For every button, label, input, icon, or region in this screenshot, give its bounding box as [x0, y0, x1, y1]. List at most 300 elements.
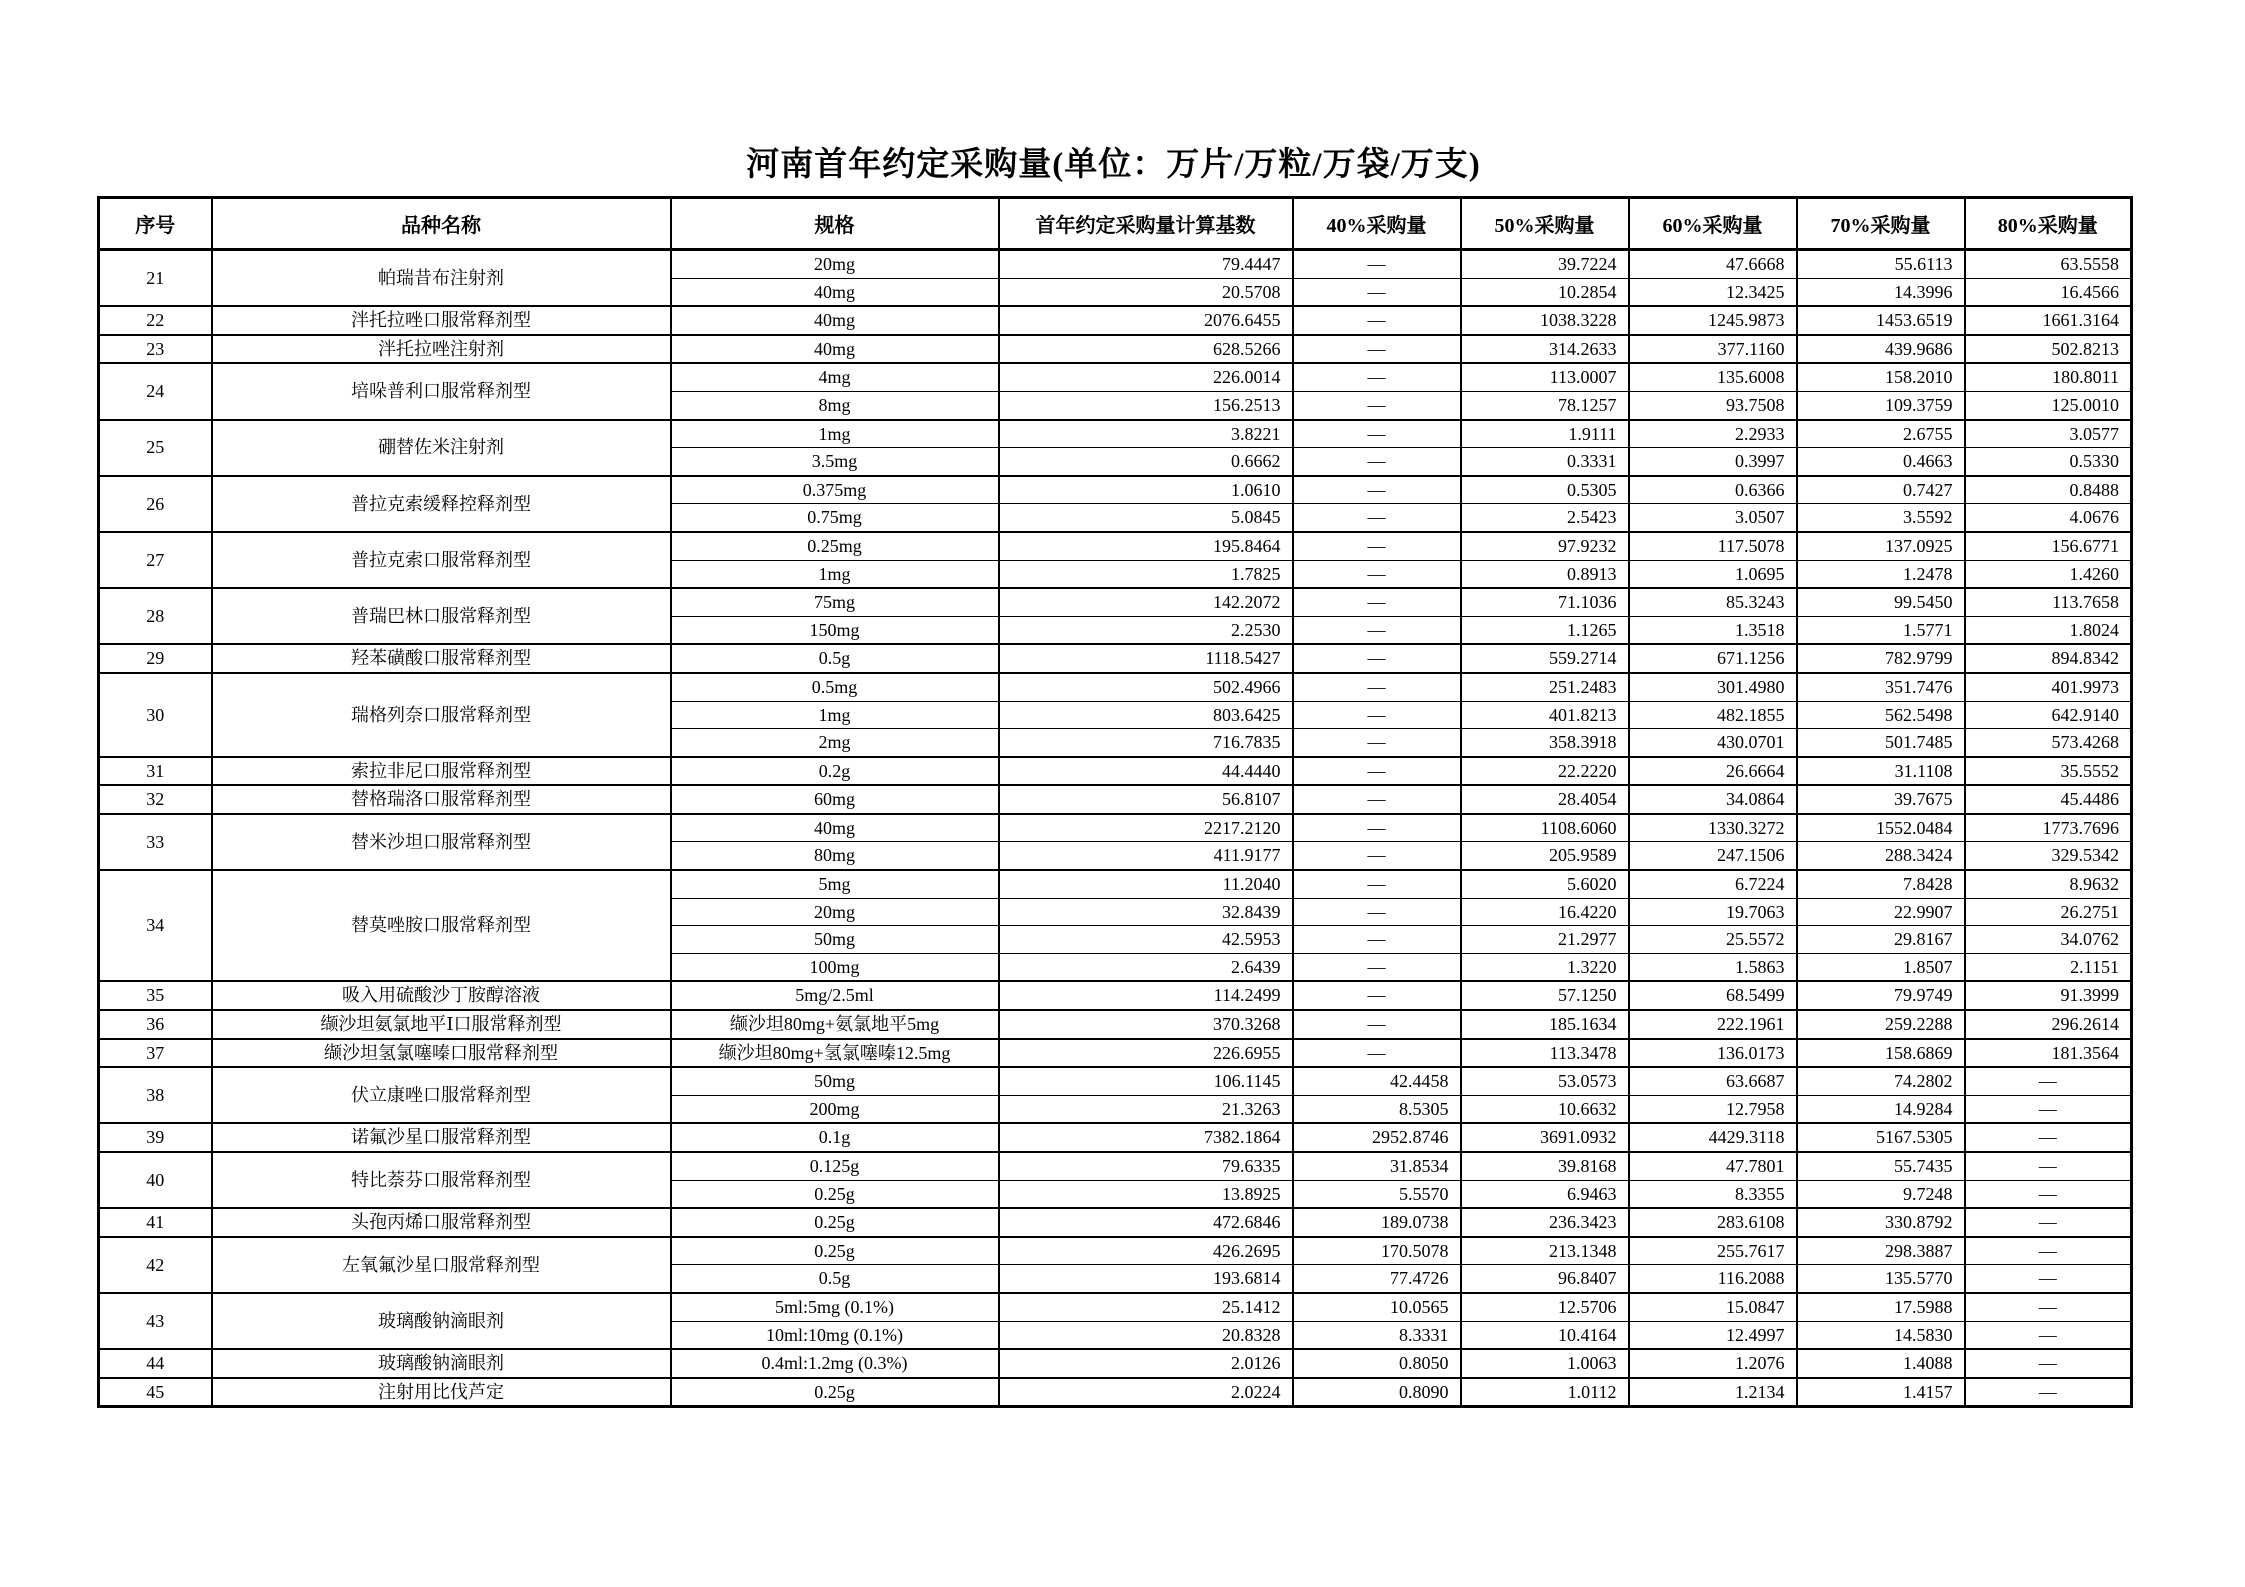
p50-volume-cell: 0.8913 [1461, 560, 1629, 588]
product-name-cell: 普拉克索缓释控释剂型 [212, 476, 671, 532]
seq-cell: 39 [99, 1123, 212, 1152]
p60-volume-cell: 0.3997 [1629, 448, 1797, 476]
p80-volume-cell: 34.0762 [1965, 926, 2132, 954]
p40-volume-cell: — [1293, 250, 1461, 279]
spec-cell: 0.2g [671, 757, 999, 786]
p50-volume-cell: 2.5423 [1461, 504, 1629, 532]
p60-volume-cell: 1245.9873 [1629, 306, 1797, 335]
p50-volume-cell: 314.2633 [1461, 335, 1629, 364]
p70-volume-cell: 2.6755 [1797, 420, 1965, 448]
p60-volume-cell: 12.3425 [1629, 278, 1797, 306]
spec-cell: 40mg [671, 814, 999, 842]
p80-volume-cell: 91.3999 [1965, 981, 2132, 1010]
table-row [99, 363, 2132, 391]
p80-volume-cell: 1.8024 [1965, 616, 2132, 644]
seq-cell: 26 [99, 476, 212, 532]
p60-volume-cell: 12.4997 [1629, 1321, 1797, 1349]
p70-volume-cell: 74.2802 [1797, 1067, 1965, 1095]
base-volume-cell: 32.8439 [999, 898, 1293, 926]
spec-cell: 0.25g [671, 1237, 999, 1265]
p50-volume-cell: 78.1257 [1461, 391, 1629, 419]
page-title: 河南首年约定采购量(单位：万片/万粒/万袋/万支) [746, 147, 1481, 183]
col-header-80pct: 80%采购量 [1965, 198, 2132, 250]
p50-volume-cell: 213.1348 [1461, 1237, 1629, 1265]
p50-volume-cell: 185.1634 [1461, 1010, 1629, 1039]
p60-volume-cell: 15.0847 [1629, 1293, 1797, 1321]
seq-cell: 23 [99, 335, 212, 364]
product-name-cell: 泮托拉唑注射剂 [212, 335, 671, 364]
base-volume-cell: 195.8464 [999, 532, 1293, 560]
p50-volume-cell: 3691.0932 [1461, 1123, 1629, 1152]
p80-volume-cell: — [1965, 1321, 2132, 1349]
p80-volume-cell: — [1965, 1095, 2132, 1123]
p80-volume-cell: — [1965, 1237, 2132, 1265]
spec-cell: 0.25g [671, 1208, 999, 1237]
product-name-cell: 诺氟沙星口服常释剂型 [212, 1123, 671, 1152]
base-volume-cell: 0.6662 [999, 448, 1293, 476]
p60-volume-cell: 0.6366 [1629, 476, 1797, 504]
p70-volume-cell: 79.9749 [1797, 981, 1965, 1010]
p70-volume-cell: 330.8792 [1797, 1208, 1965, 1237]
p40-volume-cell: 10.0565 [1293, 1293, 1461, 1321]
base-volume-cell: 3.8221 [999, 420, 1293, 448]
table-row [99, 1208, 2132, 1237]
spec-cell: 200mg [671, 1095, 999, 1123]
p80-volume-cell: 0.5330 [1965, 448, 2132, 476]
base-volume-cell: 472.6846 [999, 1208, 1293, 1237]
p60-volume-cell: 3.0507 [1629, 504, 1797, 532]
col-header-70pct: 70%采购量 [1797, 198, 1965, 250]
spec-cell: 2mg [671, 729, 999, 757]
table-row [99, 1152, 2132, 1180]
base-volume-cell: 21.3263 [999, 1095, 1293, 1123]
p60-volume-cell: 301.4980 [1629, 673, 1797, 701]
seq-cell: 45 [99, 1378, 212, 1407]
spec-cell: 0.1g [671, 1123, 999, 1152]
p70-volume-cell: 158.6869 [1797, 1039, 1965, 1068]
seq-cell: 40 [99, 1152, 212, 1208]
p80-volume-cell: 26.2751 [1965, 898, 2132, 926]
seq-cell: 37 [99, 1039, 212, 1068]
p60-volume-cell: 1.2134 [1629, 1378, 1797, 1407]
p50-volume-cell: 39.8168 [1461, 1152, 1629, 1180]
base-volume-cell: 426.2695 [999, 1237, 1293, 1265]
p80-volume-cell: 1.4260 [1965, 560, 2132, 588]
product-name-cell: 玻璃酸钠滴眼剂 [212, 1349, 671, 1378]
spec-cell: 5mg/2.5ml [671, 981, 999, 1010]
p60-volume-cell: 1330.3272 [1629, 814, 1797, 842]
p70-volume-cell: 562.5498 [1797, 701, 1965, 729]
p70-volume-cell: 1552.0484 [1797, 814, 1965, 842]
p60-volume-cell: 4429.3118 [1629, 1123, 1797, 1152]
p40-volume-cell: 5.5570 [1293, 1180, 1461, 1208]
spec-cell: 20mg [671, 250, 999, 279]
seq-cell: 28 [99, 588, 212, 644]
p50-volume-cell: 1.3220 [1461, 953, 1629, 981]
p40-volume-cell: — [1293, 1010, 1461, 1039]
p70-volume-cell: 14.3996 [1797, 278, 1965, 306]
base-volume-cell: 11.2040 [999, 870, 1293, 898]
seq-cell: 42 [99, 1237, 212, 1293]
p40-volume-cell: — [1293, 335, 1461, 364]
product-name-cell: 培哚普利口服常释剂型 [212, 363, 671, 419]
seq-cell: 22 [99, 306, 212, 335]
base-volume-cell: 42.5953 [999, 926, 1293, 954]
p70-volume-cell: 782.9799 [1797, 644, 1965, 673]
table-row [99, 476, 2132, 504]
seq-cell: 36 [99, 1010, 212, 1039]
p60-volume-cell: 136.0173 [1629, 1039, 1797, 1068]
p40-volume-cell: 31.8534 [1293, 1152, 1461, 1180]
seq-cell: 33 [99, 814, 212, 870]
p50-volume-cell: 28.4054 [1461, 785, 1629, 814]
p80-volume-cell: 45.4486 [1965, 785, 2132, 814]
p70-volume-cell: 17.5988 [1797, 1293, 1965, 1321]
seq-cell: 30 [99, 673, 212, 757]
p60-volume-cell: 25.5572 [1629, 926, 1797, 954]
seq-cell: 24 [99, 363, 212, 419]
base-volume-cell: 226.6955 [999, 1039, 1293, 1068]
table-row [99, 757, 2132, 786]
p80-volume-cell: 296.2614 [1965, 1010, 2132, 1039]
p40-volume-cell: 2952.8746 [1293, 1123, 1461, 1152]
p50-volume-cell: 1108.6060 [1461, 814, 1629, 842]
p60-volume-cell: 255.7617 [1629, 1237, 1797, 1265]
spec-cell: 0.25mg [671, 532, 999, 560]
p80-volume-cell: 3.0577 [1965, 420, 2132, 448]
p70-volume-cell: 351.7476 [1797, 673, 1965, 701]
p40-volume-cell: — [1293, 616, 1461, 644]
p50-volume-cell: 1.0063 [1461, 1349, 1629, 1378]
p60-volume-cell: 222.1961 [1629, 1010, 1797, 1039]
spec-cell: 0.75mg [671, 504, 999, 532]
base-volume-cell: 106.1145 [999, 1067, 1293, 1095]
spec-cell: 100mg [671, 953, 999, 981]
product-name-cell: 普拉克索口服常释剂型 [212, 532, 671, 588]
p70-volume-cell: 29.8167 [1797, 926, 1965, 954]
p70-volume-cell: 288.3424 [1797, 842, 1965, 870]
p70-volume-cell: 5167.5305 [1797, 1123, 1965, 1152]
p50-volume-cell: 10.4164 [1461, 1321, 1629, 1349]
p80-volume-cell: — [1965, 1293, 2132, 1321]
base-volume-cell: 79.4447 [999, 250, 1293, 279]
spec-cell: 10ml:10mg (0.1%) [671, 1321, 999, 1349]
p60-volume-cell: 117.5078 [1629, 532, 1797, 560]
procurement-table [97, 196, 2133, 1408]
col-header-spec: 规格 [671, 198, 999, 250]
base-volume-cell: 370.3268 [999, 1010, 1293, 1039]
product-name-cell: 缬沙坦氨氯地平Ⅰ口服常释剂型 [212, 1010, 671, 1039]
p50-volume-cell: 236.3423 [1461, 1208, 1629, 1237]
p40-volume-cell: 170.5078 [1293, 1237, 1461, 1265]
table-row [99, 814, 2132, 842]
p40-volume-cell: — [1293, 898, 1461, 926]
p40-volume-cell: — [1293, 588, 1461, 616]
spec-cell: 40mg [671, 335, 999, 364]
p70-volume-cell: 55.7435 [1797, 1152, 1965, 1180]
p60-volume-cell: 377.1160 [1629, 335, 1797, 364]
p70-volume-cell: 22.9907 [1797, 898, 1965, 926]
table-row [99, 785, 2132, 814]
p60-volume-cell: 26.6664 [1629, 757, 1797, 786]
p40-volume-cell: — [1293, 306, 1461, 335]
p80-volume-cell: 8.9632 [1965, 870, 2132, 898]
p50-volume-cell: 5.6020 [1461, 870, 1629, 898]
p70-volume-cell: 0.7427 [1797, 476, 1965, 504]
p40-volume-cell: 189.0738 [1293, 1208, 1461, 1237]
product-name-cell: 羟苯磺酸口服常释剂型 [212, 644, 671, 673]
seq-cell: 41 [99, 1208, 212, 1237]
p50-volume-cell: 96.8407 [1461, 1265, 1629, 1293]
p70-volume-cell: 501.7485 [1797, 729, 1965, 757]
table-row [99, 1237, 2132, 1265]
base-volume-cell: 13.8925 [999, 1180, 1293, 1208]
table-row [99, 420, 2132, 448]
base-volume-cell: 1118.5427 [999, 644, 1293, 673]
p60-volume-cell: 47.7801 [1629, 1152, 1797, 1180]
p40-volume-cell: — [1293, 814, 1461, 842]
p60-volume-cell: 2.2933 [1629, 420, 1797, 448]
product-name-cell: 帕瑞昔布注射剂 [212, 250, 671, 307]
base-volume-cell: 193.6814 [999, 1265, 1293, 1293]
p40-volume-cell: — [1293, 560, 1461, 588]
p50-volume-cell: 71.1036 [1461, 588, 1629, 616]
product-name-cell: 缬沙坦氢氯噻嗪口服常释剂型 [212, 1039, 671, 1068]
p50-volume-cell: 251.2483 [1461, 673, 1629, 701]
p40-volume-cell: — [1293, 391, 1461, 419]
table-row [99, 588, 2132, 616]
base-volume-cell: 56.8107 [999, 785, 1293, 814]
p70-volume-cell: 9.7248 [1797, 1180, 1965, 1208]
p40-volume-cell: — [1293, 926, 1461, 954]
base-volume-cell: 114.2499 [999, 981, 1293, 1010]
p60-volume-cell: 68.5499 [1629, 981, 1797, 1010]
spec-cell: 0.5g [671, 644, 999, 673]
p80-volume-cell: — [1965, 1152, 2132, 1180]
p40-volume-cell: 0.8050 [1293, 1349, 1461, 1378]
product-name-cell: 吸入用硫酸沙丁胺醇溶液 [212, 981, 671, 1010]
base-volume-cell: 2.0224 [999, 1378, 1293, 1407]
base-volume-cell: 502.4966 [999, 673, 1293, 701]
p50-volume-cell: 113.3478 [1461, 1039, 1629, 1068]
table-row [99, 644, 2132, 673]
p70-volume-cell: 1.4088 [1797, 1349, 1965, 1378]
p40-volume-cell: — [1293, 842, 1461, 870]
base-volume-cell: 142.2072 [999, 588, 1293, 616]
p80-volume-cell: 113.7658 [1965, 588, 2132, 616]
p40-volume-cell: — [1293, 870, 1461, 898]
col-header-50pct: 50%采购量 [1461, 198, 1629, 250]
base-volume-cell: 2.2530 [999, 616, 1293, 644]
p70-volume-cell: 1.5771 [1797, 616, 1965, 644]
p60-volume-cell: 93.7508 [1629, 391, 1797, 419]
p60-volume-cell: 85.3243 [1629, 588, 1797, 616]
p60-volume-cell: 12.7958 [1629, 1095, 1797, 1123]
base-volume-cell: 2.0126 [999, 1349, 1293, 1378]
p80-volume-cell: — [1965, 1349, 2132, 1378]
p60-volume-cell: 283.6108 [1629, 1208, 1797, 1237]
base-volume-cell: 2.6439 [999, 953, 1293, 981]
p50-volume-cell: 10.6632 [1461, 1095, 1629, 1123]
base-volume-cell: 411.9177 [999, 842, 1293, 870]
seq-cell: 32 [99, 785, 212, 814]
spec-cell: 4mg [671, 363, 999, 391]
p50-volume-cell: 53.0573 [1461, 1067, 1629, 1095]
p80-volume-cell: 642.9140 [1965, 701, 2132, 729]
p70-volume-cell: 1.2478 [1797, 560, 1965, 588]
p40-volume-cell: 8.5305 [1293, 1095, 1461, 1123]
p50-volume-cell: 559.2714 [1461, 644, 1629, 673]
header-row [99, 198, 2132, 250]
p70-volume-cell: 99.5450 [1797, 588, 1965, 616]
spec-cell: 20mg [671, 898, 999, 926]
spec-cell: 5ml:5mg (0.1%) [671, 1293, 999, 1321]
table-row [99, 1123, 2132, 1152]
base-volume-cell: 628.5266 [999, 335, 1293, 364]
col-header-60pct: 60%采购量 [1629, 198, 1797, 250]
product-name-cell: 注射用比伐芦定 [212, 1378, 671, 1407]
col-header-base-volume: 首年约定采购量计算基数 [999, 198, 1293, 250]
p50-volume-cell: 205.9589 [1461, 842, 1629, 870]
p80-volume-cell: 502.8213 [1965, 335, 2132, 364]
spec-cell: 0.25g [671, 1180, 999, 1208]
product-name-cell: 左氧氟沙星口服常释剂型 [212, 1237, 671, 1293]
base-volume-cell: 25.1412 [999, 1293, 1293, 1321]
p80-volume-cell: 35.5552 [1965, 757, 2132, 786]
p80-volume-cell: 16.4566 [1965, 278, 2132, 306]
p80-volume-cell: 0.8488 [1965, 476, 2132, 504]
p80-volume-cell: — [1965, 1208, 2132, 1237]
seq-cell: 34 [99, 870, 212, 981]
base-volume-cell: 1.0610 [999, 476, 1293, 504]
p70-volume-cell: 14.5830 [1797, 1321, 1965, 1349]
p40-volume-cell: — [1293, 953, 1461, 981]
p40-volume-cell: — [1293, 532, 1461, 560]
product-name-cell: 头孢丙烯口服常释剂型 [212, 1208, 671, 1237]
p80-volume-cell: 894.8342 [1965, 644, 2132, 673]
p50-volume-cell: 10.2854 [1461, 278, 1629, 306]
p40-volume-cell: — [1293, 644, 1461, 673]
table-row [99, 250, 2132, 279]
p70-volume-cell: 1.4157 [1797, 1378, 1965, 1407]
p50-volume-cell: 1.1265 [1461, 616, 1629, 644]
spec-cell: 80mg [671, 842, 999, 870]
p70-volume-cell: 109.3759 [1797, 391, 1965, 419]
p40-volume-cell: — [1293, 278, 1461, 306]
p80-volume-cell: 4.0676 [1965, 504, 2132, 532]
p40-volume-cell: — [1293, 785, 1461, 814]
spec-cell: 5mg [671, 870, 999, 898]
spec-cell: 0.4ml:1.2mg (0.3%) [671, 1349, 999, 1378]
spec-cell: 0.375mg [671, 476, 999, 504]
p80-volume-cell: 180.8011 [1965, 363, 2132, 391]
spec-cell: 75mg [671, 588, 999, 616]
p50-volume-cell: 21.2977 [1461, 926, 1629, 954]
table-row [99, 1293, 2132, 1321]
p80-volume-cell: 2.1151 [1965, 953, 2132, 981]
p40-volume-cell: 77.4726 [1293, 1265, 1461, 1293]
table-row [99, 1378, 2132, 1407]
p50-volume-cell: 39.7224 [1461, 250, 1629, 279]
spec-cell: 缬沙坦80mg+氢氯噻嗪12.5mg [671, 1039, 999, 1068]
p50-volume-cell: 6.9463 [1461, 1180, 1629, 1208]
base-volume-cell: 79.6335 [999, 1152, 1293, 1180]
spec-cell: 150mg [671, 616, 999, 644]
p60-volume-cell: 430.0701 [1629, 729, 1797, 757]
p50-volume-cell: 12.5706 [1461, 1293, 1629, 1321]
p40-volume-cell: 8.3331 [1293, 1321, 1461, 1349]
p50-volume-cell: 97.9232 [1461, 532, 1629, 560]
spec-cell: 0.125g [671, 1152, 999, 1180]
product-name-cell: 硼替佐米注射剂 [212, 420, 671, 476]
p60-volume-cell: 6.7224 [1629, 870, 1797, 898]
p70-volume-cell: 137.0925 [1797, 532, 1965, 560]
p60-volume-cell: 247.1506 [1629, 842, 1797, 870]
p60-volume-cell: 116.2088 [1629, 1265, 1797, 1293]
spec-cell: 8mg [671, 391, 999, 419]
seq-cell: 21 [99, 250, 212, 307]
p80-volume-cell: 125.0010 [1965, 391, 2132, 419]
p70-volume-cell: 3.5592 [1797, 504, 1965, 532]
spec-cell: 0.5g [671, 1265, 999, 1293]
p40-volume-cell: — [1293, 729, 1461, 757]
seq-cell: 29 [99, 644, 212, 673]
p50-volume-cell: 113.0007 [1461, 363, 1629, 391]
seq-cell: 43 [99, 1293, 212, 1349]
p70-volume-cell: 298.3887 [1797, 1237, 1965, 1265]
spec-cell: 40mg [671, 278, 999, 306]
spec-cell: 1mg [671, 560, 999, 588]
p50-volume-cell: 0.5305 [1461, 476, 1629, 504]
product-name-cell: 特比萘芬口服常释剂型 [212, 1152, 671, 1208]
base-volume-cell: 156.2513 [999, 391, 1293, 419]
product-name-cell: 替米沙坦口服常释剂型 [212, 814, 671, 870]
p70-volume-cell: 158.2010 [1797, 363, 1965, 391]
p50-volume-cell: 1.0112 [1461, 1378, 1629, 1407]
p40-volume-cell: 0.8090 [1293, 1378, 1461, 1407]
col-header-product-name: 品种名称 [212, 198, 671, 250]
p40-volume-cell: — [1293, 363, 1461, 391]
seq-cell: 25 [99, 420, 212, 476]
seq-cell: 35 [99, 981, 212, 1010]
spec-cell: 3.5mg [671, 448, 999, 476]
p60-volume-cell: 1.0695 [1629, 560, 1797, 588]
seq-cell: 27 [99, 532, 212, 588]
base-volume-cell: 716.7835 [999, 729, 1293, 757]
p60-volume-cell: 47.6668 [1629, 250, 1797, 279]
spec-cell: 1mg [671, 420, 999, 448]
p80-volume-cell: 329.5342 [1965, 842, 2132, 870]
product-name-cell: 替莫唑胺口服常释剂型 [212, 870, 671, 981]
p60-volume-cell: 63.6687 [1629, 1067, 1797, 1095]
table-row [99, 1349, 2132, 1378]
spec-cell: 50mg [671, 1067, 999, 1095]
p80-volume-cell: 181.3564 [1965, 1039, 2132, 1068]
base-volume-cell: 2217.2120 [999, 814, 1293, 842]
p50-volume-cell: 16.4220 [1461, 898, 1629, 926]
base-volume-cell: 1.7825 [999, 560, 1293, 588]
base-volume-cell: 7382.1864 [999, 1123, 1293, 1152]
p50-volume-cell: 401.8213 [1461, 701, 1629, 729]
spec-cell: 60mg [671, 785, 999, 814]
p70-volume-cell: 135.5770 [1797, 1265, 1965, 1293]
p40-volume-cell: — [1293, 476, 1461, 504]
p40-volume-cell: — [1293, 701, 1461, 729]
p50-volume-cell: 1038.3228 [1461, 306, 1629, 335]
p70-volume-cell: 31.1108 [1797, 757, 1965, 786]
spec-cell: 0.5mg [671, 673, 999, 701]
p80-volume-cell: 156.6771 [1965, 532, 2132, 560]
